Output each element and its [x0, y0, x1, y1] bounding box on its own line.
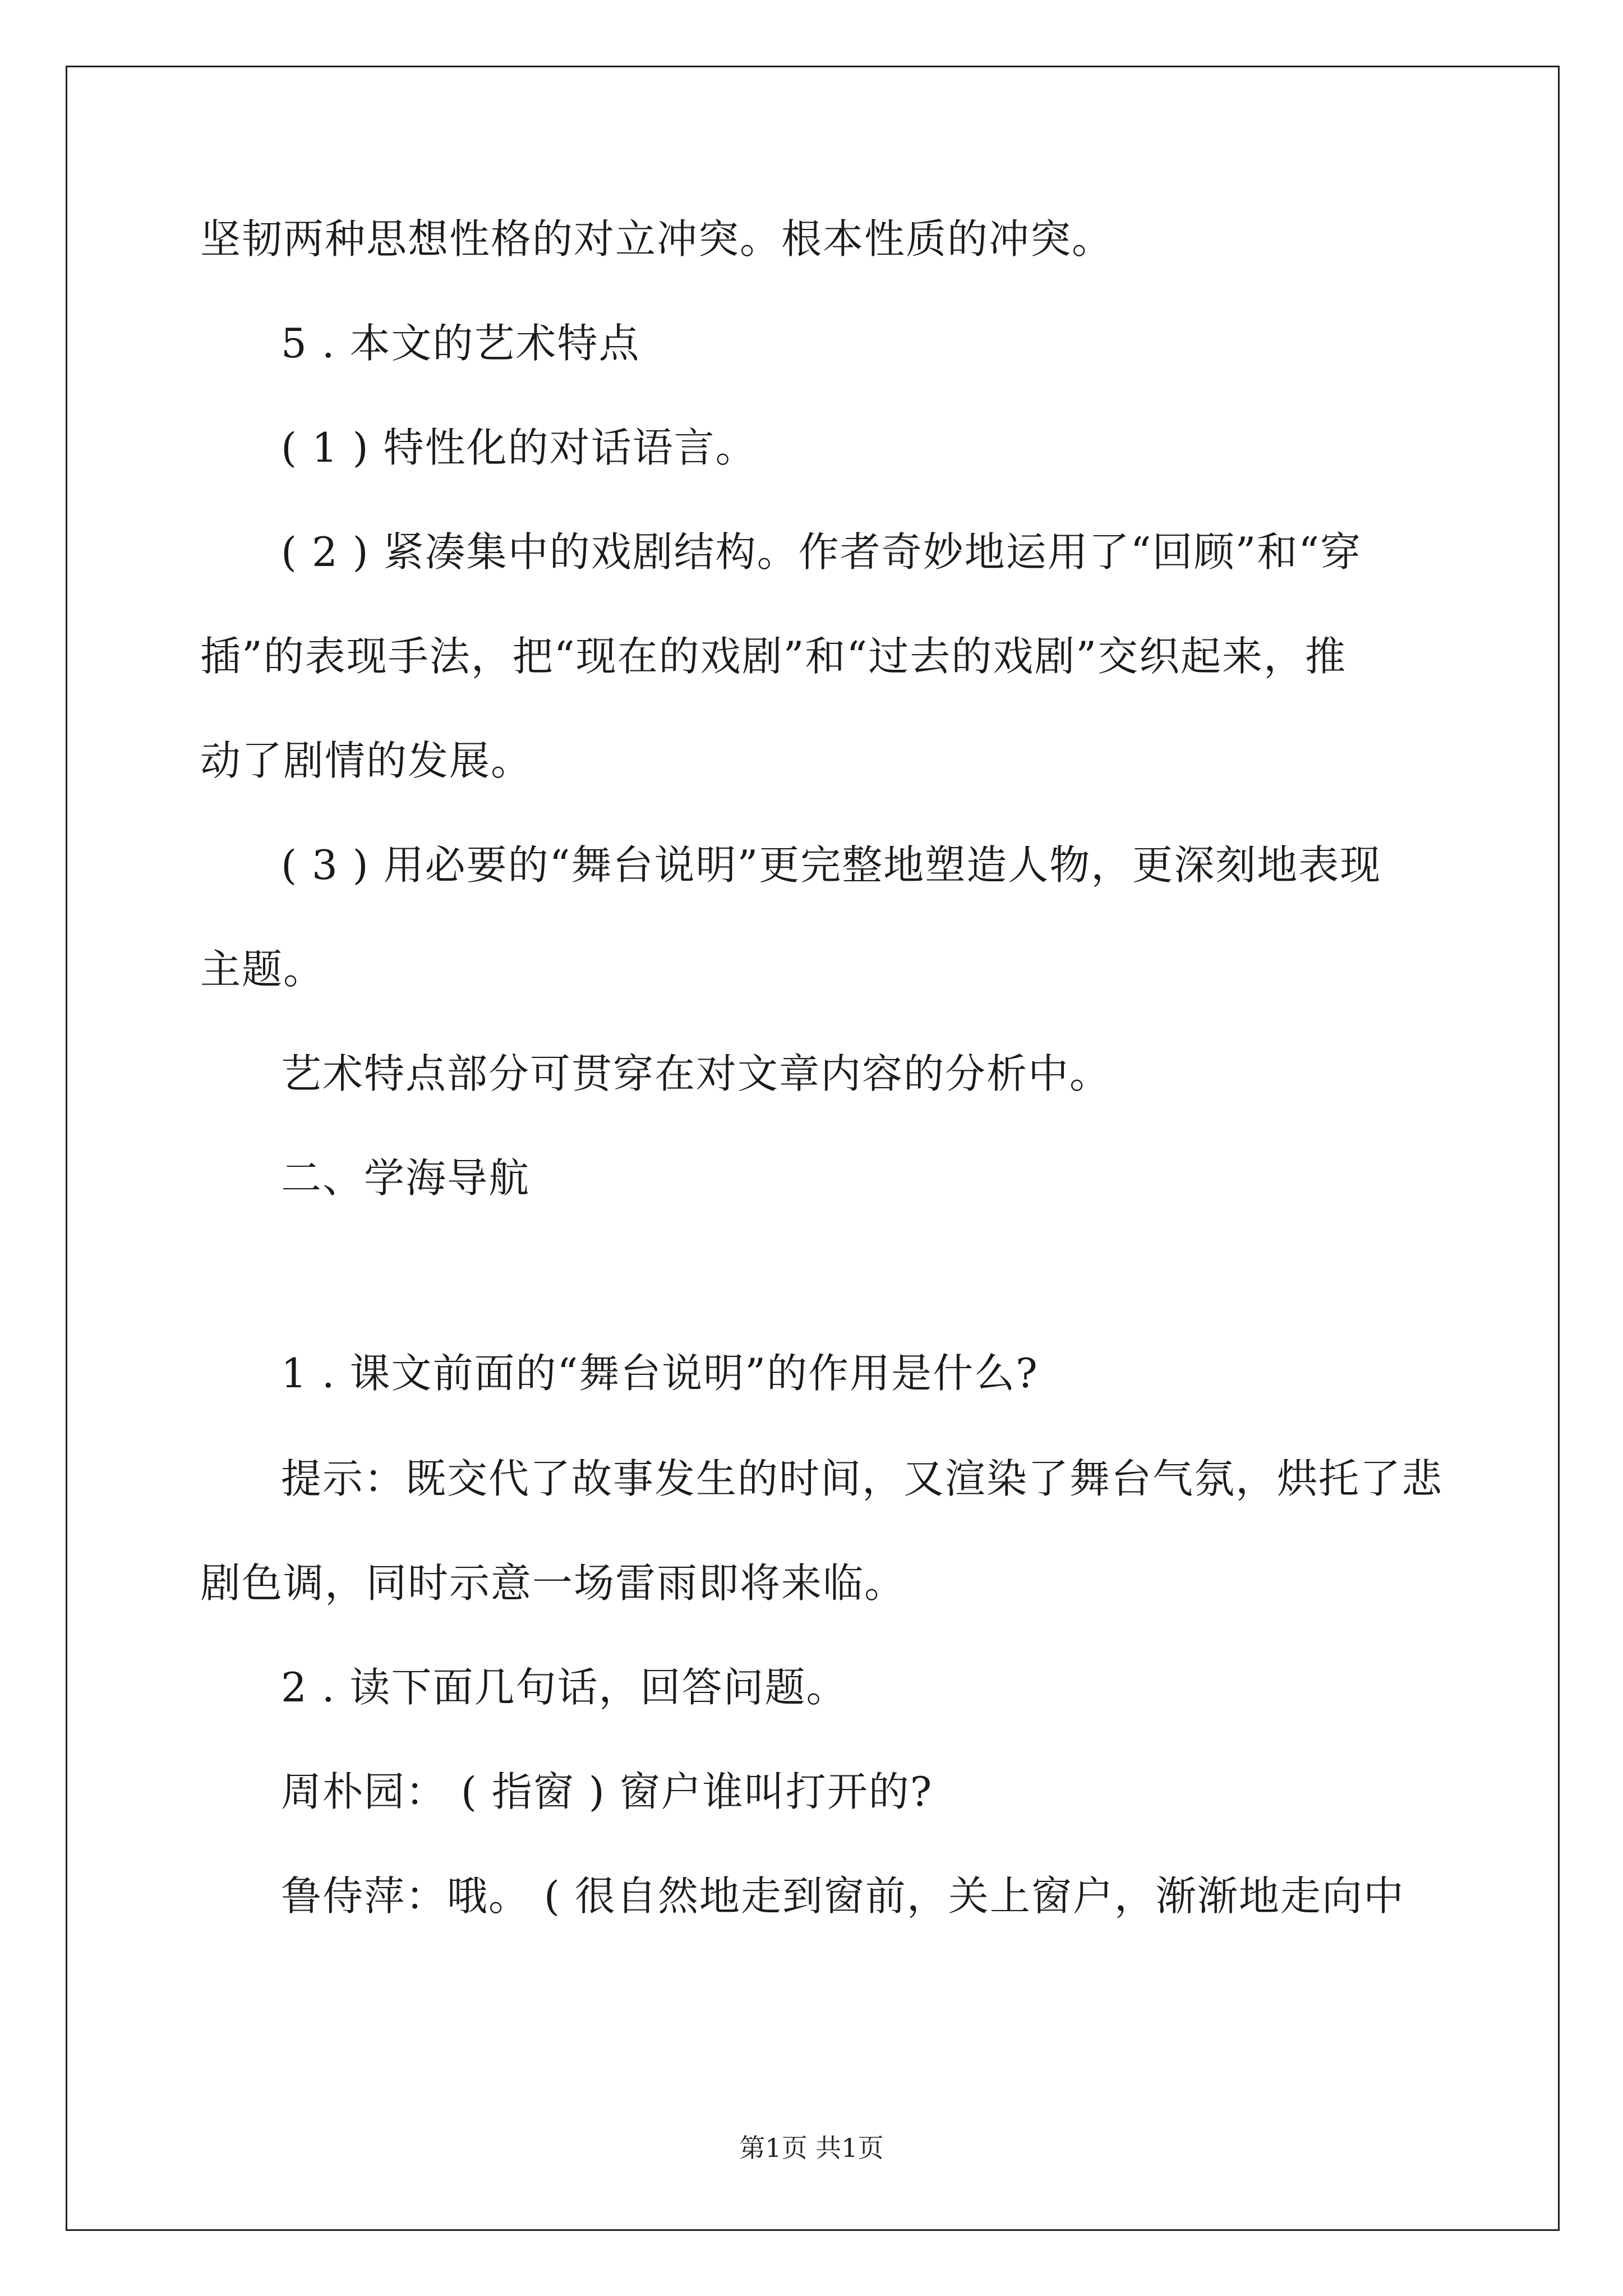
paragraph-line: 艺术特点部分可贯穿在对文章内容的分析中。 [281, 1050, 1112, 1097]
dialogue-line: 周朴园： ( 指窗 ) 窗户谁叫打开的? [281, 1768, 933, 1815]
question-heading: 2 . 读下面几句话，回答问题。 [281, 1664, 848, 1711]
paragraph-line: 坚韧两种思想性格的对立冲突。根本性质的冲突。 [200, 215, 1114, 263]
question-heading: 1 . 课文前面的“舞台说明”的作用是什么? [281, 1350, 1039, 1397]
section-heading: 5 . 本文的艺术特点 [281, 320, 640, 367]
list-item: ( 3 ) 用必要的“舞台说明”更完整地塑造人物，更深刻地表现 [281, 841, 1382, 889]
answer-line: 提示：既交代了故事发生的时间，又渲染了舞台气氛，烘托了悲 [281, 1455, 1444, 1502]
list-item: ( 1 ) 特性化的对话语言。 [281, 424, 757, 471]
paragraph-line: 动了剧情的发展。 [200, 737, 533, 784]
page-footer: 第1页 共1页 [739, 2133, 884, 2163]
paragraph-line: 插”的表现手法，把“现在的戏剧”和“过去的戏剧”交织起来，推 [200, 633, 1347, 680]
paragraph-line: 主题。 [200, 946, 325, 993]
answer-line: 剧色调，同时示意一场雷雨即将来临。 [200, 1559, 906, 1607]
list-item: ( 2 ) 紧凑集中的戏剧结构。作者奇妙地运用了“回顾”和“穿 [281, 528, 1362, 576]
section-heading: 二、学海导航 [281, 1154, 531, 1202]
dialogue-line: 鲁侍萍：哦。 ( 很自然地走到窗前，关上窗户，渐渐地走向中 [281, 1872, 1405, 1920]
